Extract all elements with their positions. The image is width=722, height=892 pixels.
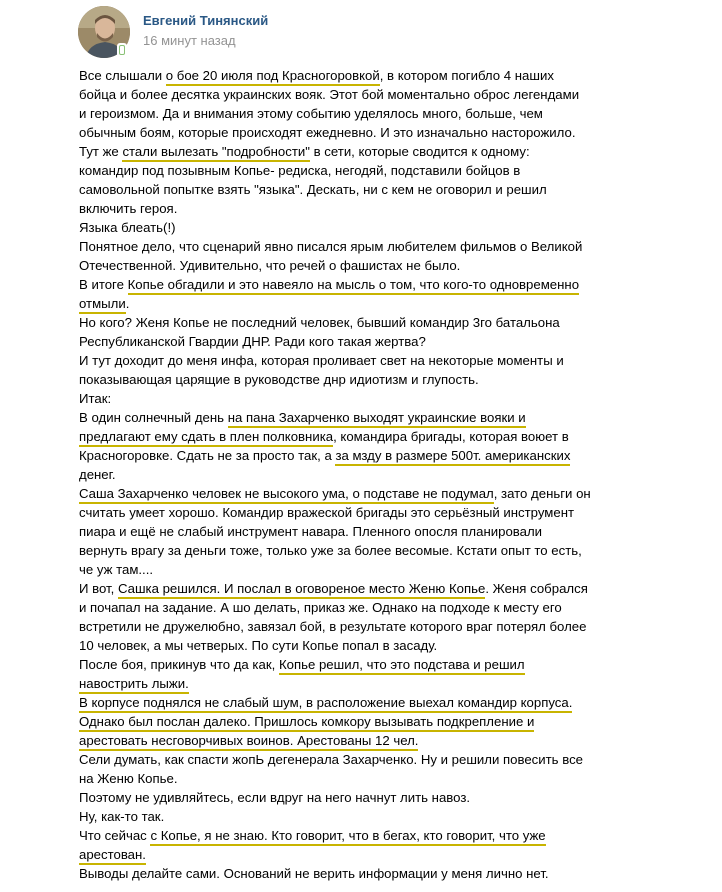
post-text-line bbox=[79, 427, 719, 446]
text-segment: И вот, bbox=[79, 581, 118, 596]
post-text-line bbox=[79, 864, 719, 883]
highlighted-phrase: за мзду в размере 500т. американских bbox=[335, 448, 570, 466]
text-segment: Поэтому не удивляйтесь, если вдруг на него начнут лить навоз. bbox=[79, 790, 471, 805]
post-text-line bbox=[79, 655, 719, 674]
text-segment: В итоге bbox=[79, 277, 128, 292]
post-text-line bbox=[79, 579, 719, 598]
post-text-line bbox=[79, 807, 719, 826]
post-text-line bbox=[79, 674, 719, 693]
post-text-line bbox=[79, 484, 719, 503]
post-text-line bbox=[79, 85, 719, 104]
post-timestamp[interactable]: 16 минут назад bbox=[143, 33, 236, 48]
post-text-line bbox=[79, 617, 719, 636]
post-text-line bbox=[79, 142, 719, 161]
post-text-line bbox=[79, 218, 719, 237]
highlighted-phrase: Саша Захарченко человек не высокого ума, о подставе не подумал bbox=[79, 486, 494, 504]
text-segment: командир под позывным Копье- редиска, негодяй, подставили бойцов в bbox=[79, 163, 521, 178]
author-name-link[interactable]: Евгений Тинянский bbox=[143, 13, 269, 28]
post-text-line bbox=[79, 636, 719, 655]
mobile-online-icon bbox=[117, 43, 127, 57]
highlighted-phrase: Однако был послан далеко. Пришлось комкору вызывать подкрепление и bbox=[79, 714, 534, 732]
highlighted-phrase: стали вылезать "подробности" bbox=[122, 144, 310, 162]
text-segment: в сети, которые сводится к одному: bbox=[309, 144, 530, 159]
post-text-line bbox=[79, 769, 719, 788]
post-text-line bbox=[79, 389, 719, 408]
text-segment: и героизмом. Да и внимания этому событию уделялось много, больше, чем bbox=[79, 106, 543, 121]
highlighted-phrase: о бое 20 июля под Красногоровкой bbox=[166, 68, 380, 86]
highlighted-phrase: Копье обгадили и это навеяло на мысль о том, что кого-то одновременно bbox=[128, 277, 579, 295]
highlighted-phrase: Копье решил, что это подстава и решил bbox=[279, 657, 525, 675]
text-segment: Но кого? Женя Копье не последний человек, бывший командир 3го батальона bbox=[79, 315, 560, 330]
post-text-line bbox=[79, 123, 719, 142]
text-segment: считать умеет хорошо. Командир вражеской бригады это серьёзный инструмент bbox=[79, 505, 575, 520]
highlighted-phrase: отмыли bbox=[79, 296, 126, 314]
text-segment: встретили не дружелюбно, завязал бой, в результате которого враг потерял более bbox=[79, 619, 587, 634]
text-segment: пиара и ещё не слабый инструмент навара. Пленного опосля планировали bbox=[79, 524, 543, 539]
highlighted-phrase: В корпусе поднялся не слабый шум, в расположение выехал командир корпуса. bbox=[79, 695, 572, 713]
text-segment: , в котором погибло 4 наших bbox=[379, 68, 554, 83]
post-text-line bbox=[79, 503, 719, 522]
text-segment: и почапал на задание. А шо делать, приказ же. Однако на подходе к месту его bbox=[79, 600, 562, 615]
post-text-line bbox=[79, 712, 719, 731]
text-segment: на Женю Копье. bbox=[79, 771, 178, 786]
post-text-line bbox=[79, 788, 719, 807]
post-text-line bbox=[79, 598, 719, 617]
post-text-line bbox=[79, 465, 719, 484]
text-segment: Красногоровке. Сдать не за просто так, а bbox=[79, 448, 336, 463]
post-text-line bbox=[79, 750, 719, 769]
post-text-line bbox=[79, 522, 719, 541]
text-segment: Итак: bbox=[79, 391, 112, 406]
text-segment: . bbox=[125, 296, 130, 311]
highlighted-phrase: арестован. bbox=[79, 847, 146, 865]
text-segment: че уж там.... bbox=[79, 562, 154, 577]
text-segment: Понятное дело, что сценарий явно писался ярым любителем фильмов о Великой bbox=[79, 239, 583, 254]
text-segment: В один солнечный день bbox=[79, 410, 228, 425]
text-segment: самовольной попытке взять "языка". Дескать, ни с кем не оговорил и решил bbox=[79, 182, 547, 197]
text-segment: . Женя собрался bbox=[485, 581, 588, 596]
post-text-line bbox=[79, 332, 719, 351]
post-text-line bbox=[79, 446, 719, 465]
post-text bbox=[79, 66, 719, 883]
post-text-line bbox=[79, 199, 719, 218]
post-text-line bbox=[79, 408, 719, 427]
post-text-line bbox=[79, 693, 719, 712]
text-segment: включить героя. bbox=[79, 201, 178, 216]
post-text-line bbox=[79, 180, 719, 199]
text-segment: И тут доходит до меня инфа, которая проливает свет на некоторые моменты и bbox=[79, 353, 564, 368]
post-text-line bbox=[79, 313, 719, 332]
text-segment: , командира бригады, которая воюет в bbox=[333, 429, 569, 444]
text-segment: Ну, как-то так. bbox=[79, 809, 165, 824]
post-text-line bbox=[79, 275, 719, 294]
highlighted-phrase: на пана Захарченко выходят украинские вояки и bbox=[228, 410, 526, 428]
post-text-line bbox=[79, 826, 719, 845]
text-segment: обычным боям, которые происходят ежедневно. И это изначально насторожило. bbox=[79, 125, 576, 140]
text-segment: 10 человек, а мы четверых. По сути Копье попал в засаду. bbox=[79, 638, 438, 653]
text-segment: Все слышали bbox=[79, 68, 166, 83]
text-segment: , зато деньги он bbox=[493, 486, 591, 501]
highlighted-phrase: Сашка решился. И послал в оговореное место Женю Копье bbox=[118, 581, 485, 599]
highlighted-phrase: арестовать несговорчивых воинов. Арестованы 12 чел. bbox=[79, 733, 418, 751]
post-text-line bbox=[79, 560, 719, 579]
text-segment: Что сейчас bbox=[79, 828, 151, 843]
post-text-line bbox=[79, 256, 719, 275]
text-segment: показывающая царящие в руководстве днр идиотизм и глупость. bbox=[79, 372, 479, 387]
text-segment: вернуть врагу за деньги тоже, только уже за более весомые. Кстати опыт то есть, bbox=[79, 543, 582, 558]
post-text-line bbox=[79, 237, 719, 256]
highlighted-phrase: предлагают ему сдать в плен полковника bbox=[79, 429, 333, 447]
text-segment: Сели думать, как спасти жопЬ дегенерала Захарченко. Ну и решили повесить все bbox=[79, 752, 584, 767]
post-text-line bbox=[79, 351, 719, 370]
text-segment: Отечественной. Удивительно, что речей о фашистах не было. bbox=[79, 258, 461, 273]
post-text-line bbox=[79, 541, 719, 560]
text-segment: Тут же bbox=[79, 144, 123, 159]
post-text-line bbox=[79, 66, 719, 85]
text-segment: Республиканской Гвардии ДНР. Ради кого такая жертва? bbox=[79, 334, 426, 349]
post-text-line bbox=[79, 294, 719, 313]
text-segment: бойца и более десятка украинских вояк. Этот бой моментально оброс легендами bbox=[79, 87, 580, 102]
post-text-line bbox=[79, 370, 719, 389]
post-text-line bbox=[79, 104, 719, 123]
text-segment: денег. bbox=[79, 467, 116, 482]
post-text-line bbox=[79, 161, 719, 180]
text-segment: После боя, прикинув что да как, bbox=[79, 657, 279, 672]
post-text-line bbox=[79, 845, 719, 864]
highlighted-phrase: с Копье, я не знаю. Кто говорит, что в бегах, кто говорит, что уже bbox=[150, 828, 545, 846]
text-segment: Языка блеать(!) bbox=[79, 220, 176, 235]
highlighted-phrase: навострить лыжи. bbox=[79, 676, 189, 694]
text-segment: Выводы делайте сами. Оснований не верить информации у меня лично нет. bbox=[79, 866, 549, 881]
post-text-line bbox=[79, 731, 719, 750]
